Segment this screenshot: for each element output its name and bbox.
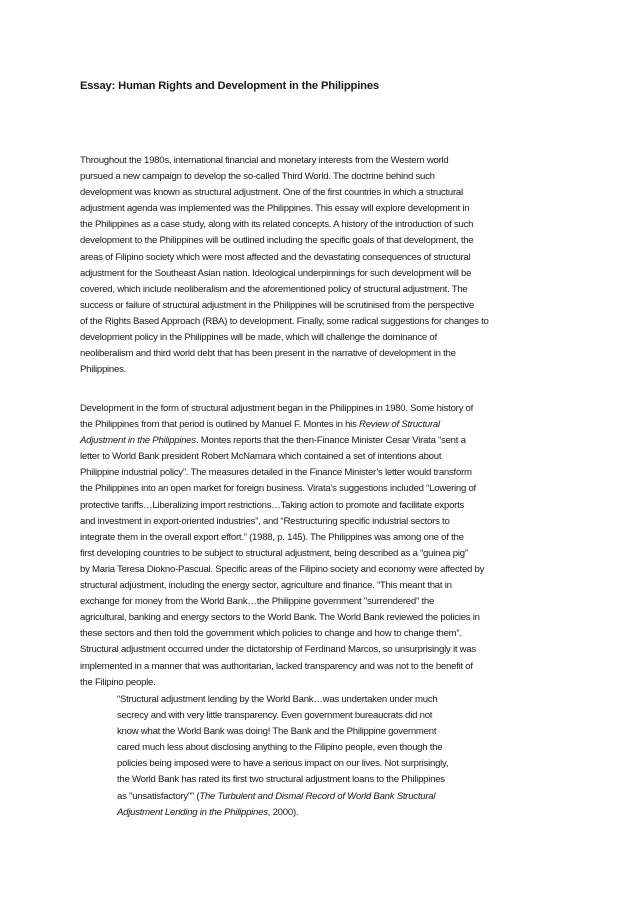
text-line: implemented in a manner that was authoritarian, lacked transparency and was not to the benefit of — [80, 660, 473, 672]
text-line: agricultural, banking and energy sectors to the World Bank. The World Bank reviewed the policies in — [80, 612, 480, 624]
text-line: letter to World Bank president Robert McNamara which contained a set of intentions about — [80, 451, 442, 463]
paragraph-history — [80, 401, 565, 691]
cited-title: Review of Structural — [359, 419, 440, 431]
text-line: protective tariffs…Liberalizing import restrictions…Taking action to promote and facilitate exports — [80, 499, 465, 511]
text-line: development policy in the Philippines will be made, which will challenge the dominance of — [80, 332, 437, 344]
text-line: the Philippines as a case study, along with its related concepts. A history of the introduction of such — [80, 219, 474, 231]
text-line: adjustment agenda was implemented was the Philippines. This essay will explore development in — [80, 203, 470, 215]
text-line: Development in the form of structural adjustment began in the Philippines in 1980. Some history of — [80, 403, 474, 414]
text-line: Philippines. — [80, 364, 127, 376]
text-line: structural adjustment, including the energy sector, agriculture and finance. “This meant that in — [80, 580, 452, 592]
text-line — [80, 433, 565, 449]
text-line: development to the Philippines will be outlined including the specific goals of that development, the — [80, 235, 474, 247]
text-line: and investment in export-oriented industries”, and “Restructuring specific industrial sectors to — [80, 515, 450, 527]
text-line: by Maria Teresa Diokno-Pascual. Specific areas of the Filipino society and economy were affected by — [80, 563, 485, 575]
text-line: success or failure of structural adjustment in the Philippines will be scrutinised from the perspective — [80, 299, 474, 311]
text-line: the Philippines into an open market for foreign business. Virata’s suggestions included “Lowering of — [80, 483, 476, 495]
block-quote — [117, 692, 522, 821]
quote-line — [117, 789, 522, 805]
text-line: Philippine industrial policy”. The measures detailed in the Finance Minister’s letter would transform — [80, 467, 472, 479]
text-line: Throughout the 1980s, international financial and monetary interests from the Western world — [80, 155, 449, 166]
text-line: first developing countries to be subject to structural adjustment, being described as a “guinea pig” — [80, 547, 468, 559]
text-line: Structural adjustment occurred under the dictatorship of Ferdinand Marcos, so unsurprisingly it was — [80, 644, 476, 656]
text-line: pursued a new campaign to develop the so-called Third World. The doctrine behind such — [80, 171, 435, 183]
text-run: as "unsatisfactory"” ( — [117, 790, 200, 802]
quote-line: cared much less about disclosing anything to the Filipino people, even though the — [117, 742, 443, 754]
quote-line: the World Bank has rated its first two structural adjustment loans to the Philippines — [117, 774, 445, 786]
quote-line: secrecy and with very little transparency. Even government bureaucrats did not — [117, 710, 433, 722]
quote-line: “Structural adjustment lending by the World Bank…was undertaken under much — [117, 694, 438, 705]
quote-line: know what the World Bank was doing! The Bank and the Philippine government — [117, 726, 437, 738]
essay-title: Essay: Human Rights and Development in the Philippines — [80, 80, 379, 92]
quote-line: policies being imposed were to have a serious impact on our lives. Not surprisingly, — [117, 758, 449, 770]
text-line — [80, 417, 565, 433]
text-run: . Montes reports that the then-Finance Minister Cesar Virata “sent a — [195, 435, 466, 447]
text-line: these sectors and then told the government which policies to change and how to change them”. — [80, 628, 462, 640]
text-run: the Philippines from that period is outlined by Manuel F. Montes in his — [80, 419, 360, 431]
cited-title: The Turbulent and Dismal Record of World Bank Structural — [199, 790, 436, 802]
paragraph-introduction — [80, 153, 565, 378]
text-line: the Filipino people. — [80, 676, 156, 688]
text-line: areas of Filipino society which were most affected and the devastating consequences of structural — [80, 251, 471, 263]
text-line: exchange for money from the World Bank…the Philippine government "surrendered" the — [80, 596, 435, 608]
text-line: adjustment for the Southeast Asian nation. Ideological underpinnings for such development will be — [80, 267, 472, 279]
text-line: of the Rights Based Approach (RBA) to development. Finally, some radical suggestions for changes to — [80, 315, 489, 327]
cited-title: Adjustment Lending in the Philippines — [117, 806, 268, 818]
text-run: , 2000). — [267, 806, 299, 818]
text-line: neoliberalism and third world debt that has been present in the narrative of development in the — [80, 348, 456, 360]
text-line: covered, which include neoliberalism and the aforementioned policy of structural adjustment. The — [80, 283, 468, 295]
text-line: integrate them in the overall export effort.” (1988, p. 145). The Philippines was among one of the — [80, 531, 464, 543]
text-line: development was known as structural adjustment. One of the first countries in which a structural — [80, 187, 463, 199]
cited-title: Adjustment in the Philippines — [80, 435, 196, 447]
quote-line — [117, 805, 522, 821]
